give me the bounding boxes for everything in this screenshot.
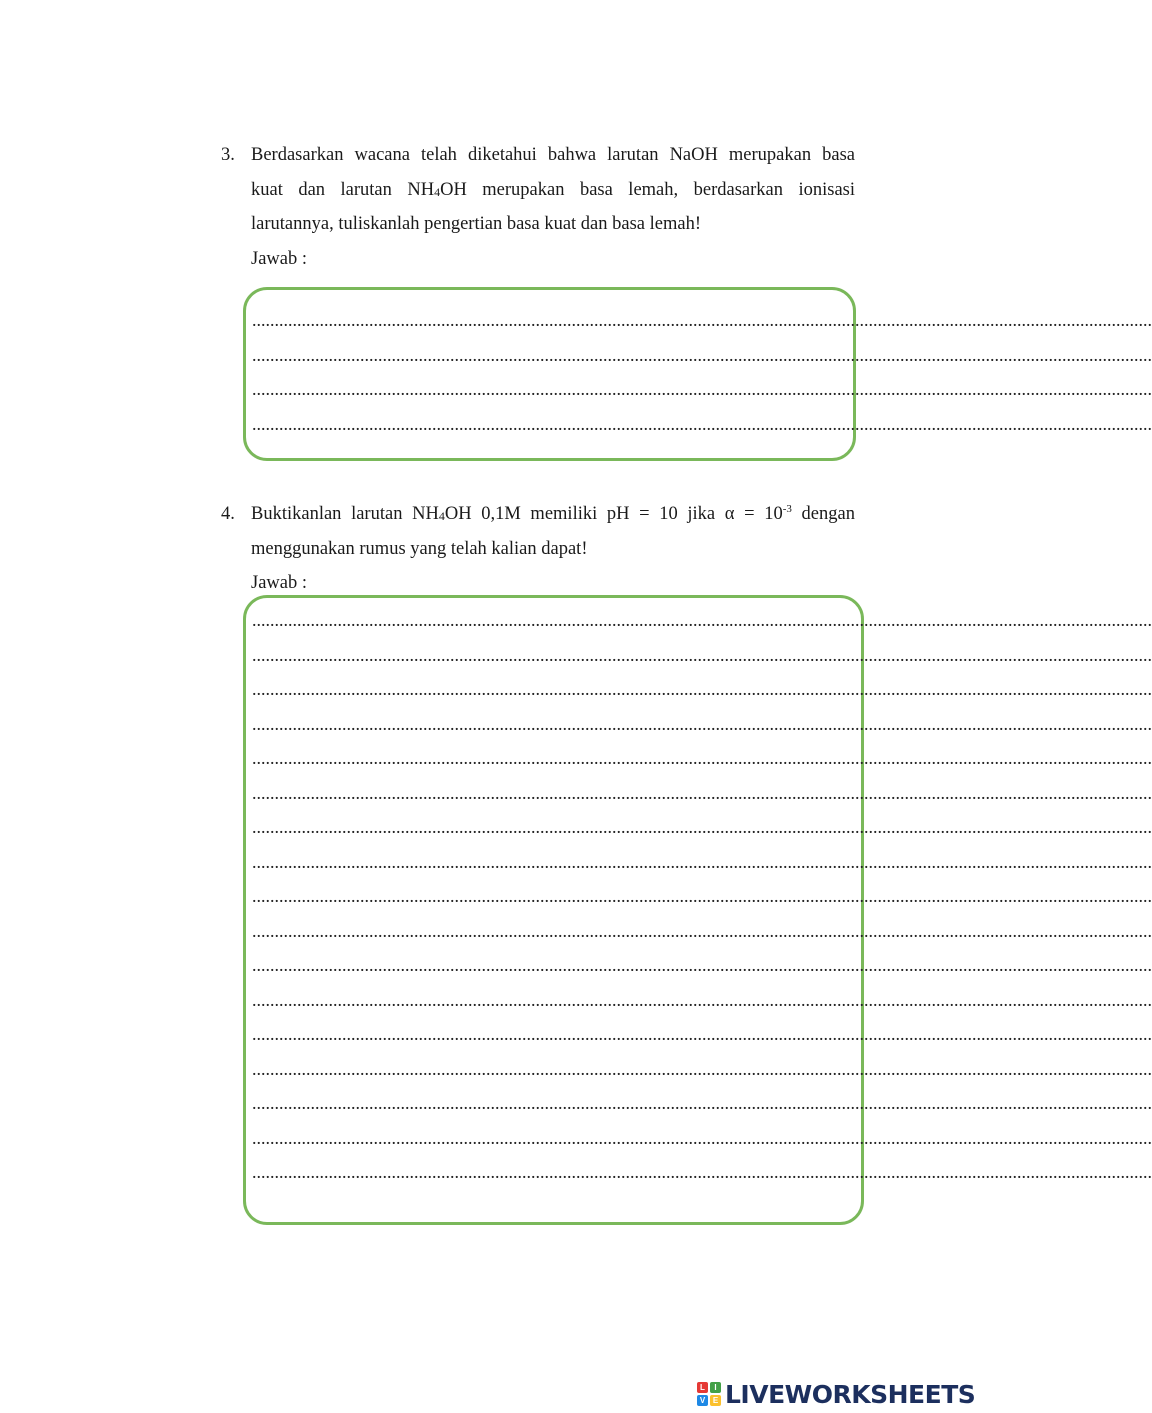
answer-line[interactable]: ........................................................................................................................................................................................................ — [252, 955, 1152, 975]
question-text: Berdasarkan wacana telah diketahui bahwa larutan NaOH merupakan basa kuat dan larutan $NH_4OH$ merupakan basa lemah, berdasarkan ionisasi larutannya, tuliskanlah pengertian basa kuat dan basa lemah! Jawab : — [251, 145, 855, 269]
answer-line[interactable]: ........................................................................................................................................................................................................ — [252, 817, 1152, 837]
answer-line[interactable]: ........................................................................................................................................................................................................ — [252, 1058, 1152, 1079]
answer-lines-4[interactable] — [252, 609, 1152, 1196]
answer-line[interactable]: ........................................................................................................................................................................................................ — [252, 1162, 1152, 1182]
logo-icon: L I V E — [697, 1382, 721, 1406]
question-text: Buktikanlan larutan $NH_4OH$ 0,1M memiliki pH = 10 jika $\alpha = 10^{-3}$ dengan menggunakan rumus yang telah kalian dapat! Jawab : — [251, 503, 855, 593]
question-number: 3. — [221, 145, 235, 165]
answer-line[interactable]: ........................................................................................................................................................................................................ — [252, 989, 1152, 1010]
question-number: 4. — [221, 504, 235, 524]
brand-name: LIVEWORKSHEETS — [725, 1379, 976, 1409]
answer-line[interactable]: ........................................................................................................................................................................................................ — [252, 1024, 1152, 1044]
answer-line[interactable]: ........................................................................................................................................................................................................ — [252, 782, 1152, 803]
answer-line[interactable]: ........................................................................................................................................................................................................ — [252, 748, 1152, 768]
answer-line[interactable]: ........................................................................................................................................................................................................ — [252, 344, 1152, 365]
liveworksheets-logo — [697, 1378, 975, 1410]
answer-line[interactable]: ........................................................................................................................................................................................................ — [252, 920, 1152, 941]
answer-line[interactable]: ........................................................................................................................................................................................................ — [252, 886, 1152, 906]
answer-line[interactable]: ........................................................................................................................................................................................................ — [252, 851, 1152, 872]
question-3 — [221, 138, 855, 276]
answer-line[interactable]: ........................................................................................................................................................................................................ — [252, 379, 1152, 399]
answer-lines-3[interactable] — [252, 309, 1152, 447]
answer-line[interactable]: ........................................................................................................................................................................................................ — [252, 413, 1152, 434]
answer-line[interactable]: ........................................................................................................................................................................................................ — [252, 1127, 1152, 1148]
answer-line[interactable]: ........................................................................................................................................................................................................ — [252, 1093, 1152, 1113]
question-4 — [221, 497, 855, 601]
answer-line[interactable]: ........................................................................................................................................................................................................ — [252, 679, 1152, 699]
answer-label: Jawab : — [251, 573, 307, 593]
answer-line[interactable]: ........................................................................................................................................................................................................ — [252, 610, 1152, 630]
answer-line[interactable]: ........................................................................................................................................................................................................ — [252, 713, 1152, 734]
answer-line[interactable]: ........................................................................................................................................................................................................ — [252, 644, 1152, 665]
answer-label: Jawab : — [251, 248, 307, 269]
answer-line[interactable]: ........................................................................................................................................................................................................ — [252, 310, 1152, 330]
